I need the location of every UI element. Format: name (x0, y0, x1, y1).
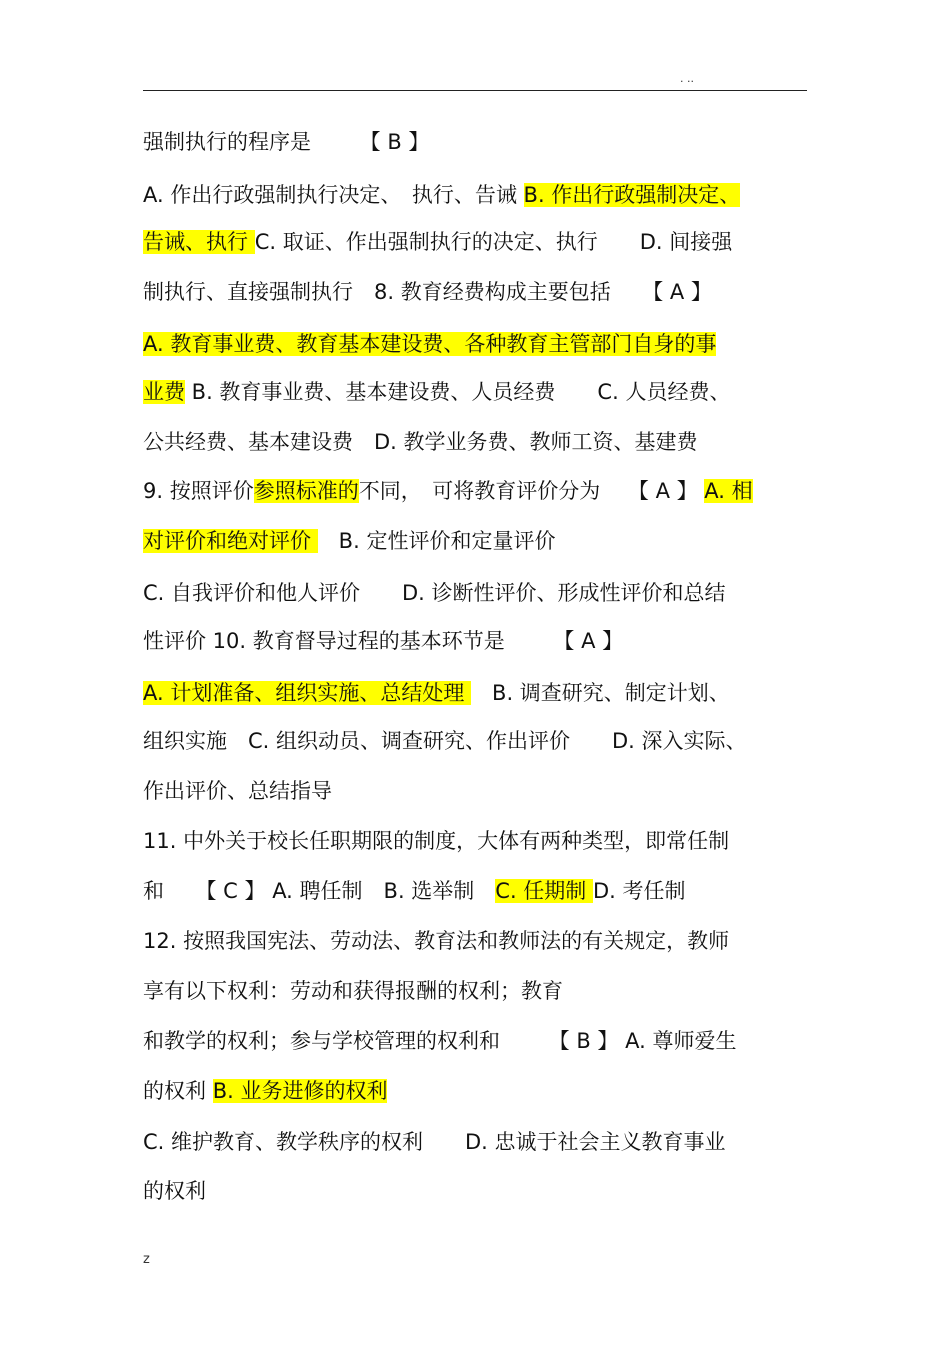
text-segment: 强制执行的程序是 【 B 】 (143, 130, 430, 154)
text-line (143, 180, 740, 210)
text-segment: 9. 按照评价 (143, 479, 254, 503)
text-segment: 公共经费、基本建设费 D. 教学业务费、教师工资、基建费 (143, 430, 698, 454)
text-line (143, 476, 753, 506)
text-line (143, 1127, 726, 1157)
text-line (143, 526, 555, 556)
text-line (143, 678, 730, 708)
highlighted-answer: A. 计划准备、组织实施、总结处理 (143, 681, 472, 705)
highlighted-answer: B. 业务进修的权利 (212, 1079, 388, 1103)
text-segment: C. 维护教育、教学秩序的权利 D. 忠诚于社会主义教育事业 (143, 1130, 726, 1154)
header-marker: . .. (680, 72, 694, 85)
text-segment: 作出评价、总结指导 (143, 779, 332, 803)
text-line (143, 1176, 206, 1206)
text-segment: 组织实施 C. 组织动员、调查研究、作出评价 D. 深入实际、 (143, 729, 747, 753)
text-segment: B. 定性评价和定量评价 (317, 529, 556, 553)
text-line (143, 227, 732, 257)
text-line (143, 1026, 736, 1056)
highlighted-answer: 告诫、执行 (143, 230, 255, 254)
text-line (143, 377, 730, 407)
text-line (143, 776, 332, 806)
highlighted-answer: A. 相 (704, 479, 753, 503)
text-segment: 的权利 (143, 1079, 213, 1103)
highlighted-answer: A. 教育事业费、教育基本建设费、各种教育主管部门自身的事 (143, 332, 717, 356)
highlighted-answer: 对评价和绝对评价 (143, 529, 318, 553)
text-line (143, 578, 726, 608)
highlighted-answer: C. 任期制 (495, 879, 593, 903)
text-segment: 12. 按照我国宪法、劳动法、教育法和教师法的有关规定，教师 (143, 929, 730, 953)
text-segment: A. 作出行政强制执行决定、 执行、告诫 (143, 183, 524, 207)
text-segment: C. 取证、作出强制执行的决定、执行 D. 间接强 (254, 230, 733, 254)
text-segment: B. 教育事业费、基本建设费、人员经费 C. 人员经费、 (185, 380, 731, 404)
highlighted-answer: 参照标准的 (253, 479, 359, 503)
text-line (143, 726, 747, 756)
text-line (143, 1076, 387, 1106)
text-line (143, 277, 712, 307)
text-line (143, 626, 623, 656)
text-segment: 不同， 可将教育评价分为 【 A 】 (358, 479, 705, 503)
text-segment: 享有以下权利：劳动和获得报酬的权利；教育 (143, 979, 563, 1003)
text-line (143, 926, 729, 956)
text-segment: 11. 中外关于校长任职期限的制度，大体有两种类型，即常任制 (143, 829, 730, 853)
text-segment: 性评价 10. 教育督导过程的基本环节是 【 A 】 (143, 629, 624, 653)
text-segment: D. 考任制 (593, 879, 686, 903)
text-segment: 的权利 (143, 1179, 206, 1203)
highlighted-answer: 业费 (143, 380, 185, 404)
text-segment: 和教学的权利；参与学校管理的权利和 【 B 】 A. 尊师爱生 (143, 1029, 737, 1053)
text-segment: 制执行、直接强制执行 8. 教育经费构成主要包括 【 A 】 (143, 280, 712, 304)
text-line (143, 876, 686, 906)
footer-mark: z (143, 1252, 150, 1267)
text-segment: B. 调查研究、制定计划、 (471, 681, 730, 705)
text-line (143, 127, 429, 157)
text-line (143, 976, 563, 1006)
text-segment: C. 自我评价和他人评价 D. 诊断性评价、形成性评价和总结 (143, 581, 726, 605)
text-line (143, 427, 698, 457)
text-line (143, 329, 716, 359)
text-line (143, 826, 729, 856)
highlighted-answer: B. 作出行政强制决定、 (523, 183, 741, 207)
header-rule (143, 90, 807, 91)
text-segment: 和 【 C 】 A. 聘任制 B. 选举制 (143, 879, 496, 903)
